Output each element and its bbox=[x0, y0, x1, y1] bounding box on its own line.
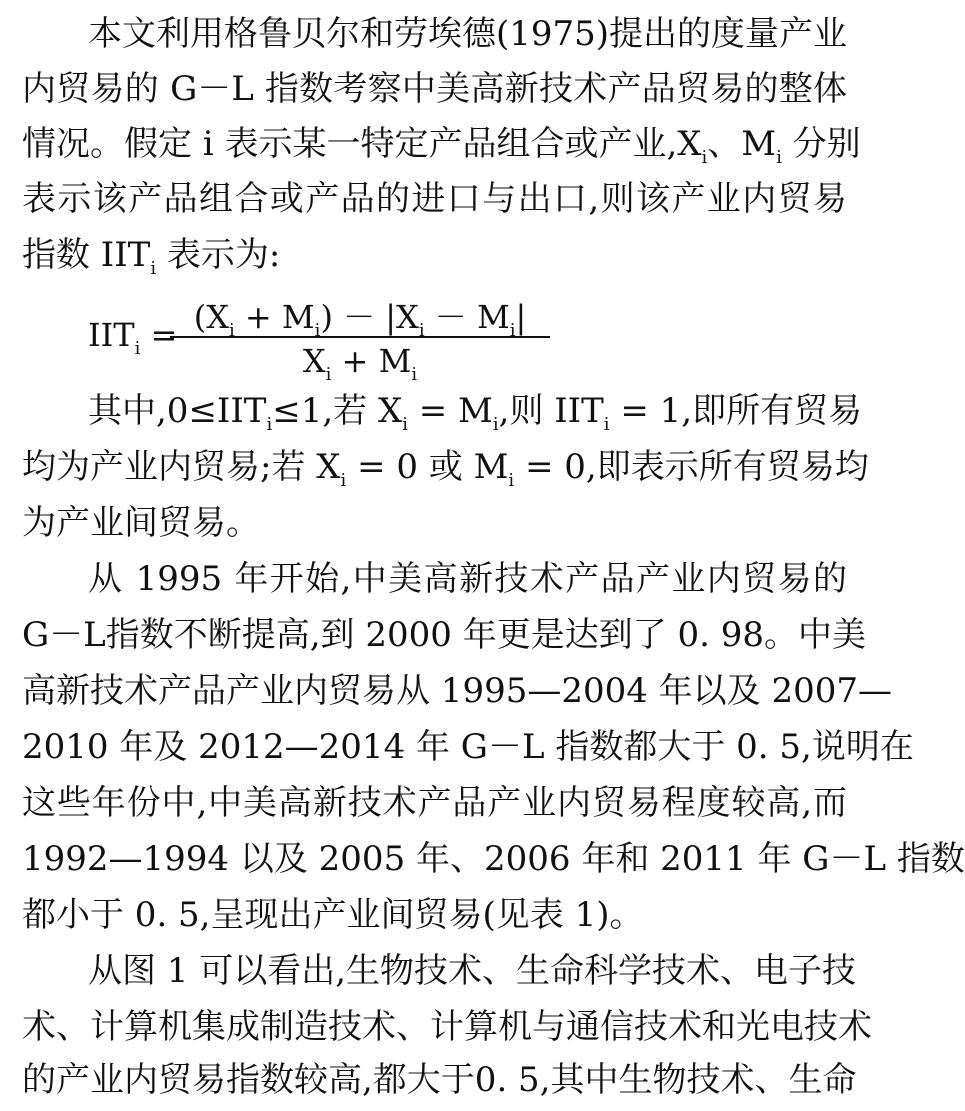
paragraph-1-line-3 bbox=[22, 116, 861, 172]
subscript: i bbox=[325, 364, 332, 385]
formula-lhs bbox=[88, 316, 178, 359]
paragraph-3-line-4: 2010 年及 2012—2014 年 G－L 指数都大于 0. 5,说明在 bbox=[22, 727, 914, 767]
paragraph-2-line-2 bbox=[22, 439, 869, 495]
paragraph-3-line-7: 都小于 0. 5,呈现出产业间贸易(见表 1)。 bbox=[22, 895, 644, 935]
formula-denominator bbox=[170, 342, 550, 385]
subscript: i bbox=[266, 414, 273, 435]
paragraph-1-line-2: 内贸易的 G－L 指数考察中美高新技术产品贸易的整体 bbox=[22, 69, 847, 109]
formula-numerator bbox=[170, 292, 550, 341]
text-run: + M bbox=[234, 298, 315, 336]
text-run: X bbox=[302, 342, 326, 380]
text-run: | bbox=[515, 298, 527, 336]
subscript: i bbox=[492, 414, 499, 435]
subscript: i bbox=[134, 338, 141, 359]
formula-equals: = bbox=[150, 316, 178, 354]
text-run: = 0,即表示所有贸易均 bbox=[514, 447, 869, 487]
subscript: i bbox=[340, 470, 347, 491]
text-run: 情况。假定 i 表示某一特定产品组合或产业,X bbox=[22, 124, 702, 164]
subscript: i bbox=[314, 320, 321, 341]
subscript: i bbox=[603, 414, 610, 435]
subscript: i bbox=[228, 320, 235, 341]
text-run: 其中,0≤IIT bbox=[88, 391, 267, 431]
paragraph-3-line-1: 从 1995 年开始,中美高新技术产品产业内贸易的 bbox=[88, 559, 847, 599]
paragraph-3-line-2: G－L指数不断提高,到 2000 年更是达到了 0. 98。中美 bbox=[22, 615, 867, 655]
subscript: i bbox=[509, 320, 516, 341]
text-run: 分别 bbox=[781, 124, 861, 164]
subscript: i bbox=[411, 364, 418, 385]
text-run: ,则 IIT bbox=[498, 391, 604, 431]
paragraph-2-line-3: 为产业间贸易。 bbox=[22, 503, 260, 543]
paragraph-4-line-3: 的产业内贸易指数较高,都大于0. 5,其中生物技术、生命 bbox=[22, 1060, 857, 1100]
text-run: 指数 IIT bbox=[22, 235, 151, 275]
text-run: = M bbox=[407, 391, 493, 431]
text-run: + M bbox=[331, 342, 412, 380]
subscript: i bbox=[508, 470, 515, 491]
text-run: = 1,即所有贸易 bbox=[609, 391, 863, 431]
paragraph-3-line-5: 这些年份中,中美高新技术产品产业内贸易程度较高,而 bbox=[22, 783, 847, 823]
text-run: (X bbox=[193, 298, 229, 336]
subscript: i bbox=[418, 320, 425, 341]
paragraph-1-line-5 bbox=[22, 227, 847, 283]
paragraph-1-line-1: 本文利用格鲁贝尔和劳埃德(1975)提出的度量产业 bbox=[88, 14, 848, 54]
text-run: 表示为: bbox=[156, 235, 281, 275]
text-run: = 0 或 M bbox=[346, 447, 509, 487]
paragraph-4-line-1: 从图 1 可以看出,生物技术、生命科学技术、电子技 bbox=[88, 951, 857, 991]
subscript: i bbox=[701, 147, 708, 168]
paragraph-1-line-4: 表示该产品组合或产品的进口与出口,则该产业内贸易 bbox=[22, 179, 847, 219]
text-run: － M bbox=[424, 298, 510, 336]
text-run: ≤1,若 X bbox=[272, 391, 403, 431]
paragraph-4-line-2: 术、计算机集成制造技术、计算机与通信技术和光电技术 bbox=[22, 1007, 872, 1047]
paragraph-3-line-3: 高新技术产品产业内贸易从 1995—2004 年以及 2007— bbox=[22, 671, 893, 711]
formula-lhs-text: IIT bbox=[88, 316, 135, 354]
text-run: 均为产业内贸易;若 X bbox=[22, 447, 341, 487]
text-run: ) － |X bbox=[320, 298, 419, 336]
subscript: i bbox=[402, 414, 408, 435]
subscript: i bbox=[776, 147, 782, 168]
text-run: 、M bbox=[707, 124, 777, 164]
iit-formula bbox=[88, 292, 527, 385]
paragraph-3-line-6: 1992—1994 以及 2005 年、2006 年和 2011 年 G－L 指数 bbox=[22, 839, 965, 879]
subscript: i bbox=[150, 258, 157, 279]
paragraph-2-line-1 bbox=[88, 383, 863, 439]
fraction-bar bbox=[170, 336, 550, 338]
